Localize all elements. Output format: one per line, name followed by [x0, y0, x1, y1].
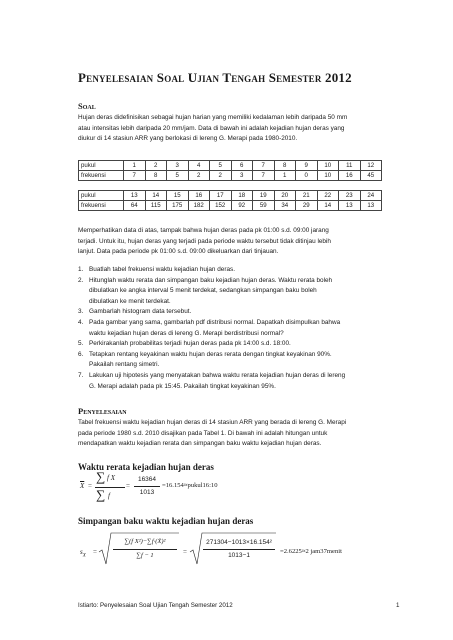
- table-cell: 6: [231, 161, 253, 171]
- stdev-subscript: X: [82, 553, 86, 559]
- list-number: 6.: [78, 350, 84, 358]
- list-item: [78, 276, 383, 308]
- table-cell: 182: [188, 201, 210, 211]
- stdev-denominator-expr: ∑f − 1: [136, 552, 154, 559]
- observation-line: Memperhatikan data di atas, tampak bahwa hujan deras pada pk 01:00 s.d. 09:00 jarang: [78, 227, 329, 234]
- list-number: 3.: [78, 308, 84, 316]
- equals-sign: =: [183, 548, 187, 556]
- fraction-bar: [203, 549, 275, 550]
- frequency-table-1: [78, 160, 382, 181]
- list-item: [78, 371, 383, 392]
- mean-denominator-value: 1013: [139, 489, 155, 496]
- list-number: 1.: [78, 266, 84, 273]
- stdev-numerator-expr: ∑(f X²)−∑f·(X̄)²: [124, 538, 166, 545]
- list-number: 7.: [78, 371, 84, 379]
- stdev-numerator-value: 271304−1013×16.154²: [206, 539, 272, 546]
- table-cell: 19: [253, 191, 275, 201]
- list-item: [78, 265, 383, 276]
- mean-symbol: $\overline{X}$: [80, 482, 85, 490]
- table-cell: 152: [210, 201, 232, 211]
- stdev-heading: Simpangan baku waktu kejadian hujan deras: [78, 516, 254, 526]
- table-cell: 10: [317, 171, 339, 181]
- intro-line: diukur di 14 stasiun ARR yang berlokasi di lereng G. Merapi pada 1980-2010.: [78, 135, 298, 143]
- table-cell: 13: [360, 201, 382, 211]
- observation-paragraph: [78, 226, 383, 258]
- table-cell: 1: [124, 161, 146, 171]
- list-text: Perkirakanlah probabilitas terjadi hujan deras pada pk 14:00 s.d. 18:00.: [89, 340, 291, 348]
- observation-line: lanjut. Data pada periode pk 01:00 s.d. 09:00 dikeluarkan dari tinjauan.: [78, 248, 279, 256]
- mean-heading: Waktu rerata kejadian hujan deras: [78, 462, 214, 472]
- page-number: 1: [396, 602, 400, 609]
- table-cell: 29: [296, 201, 318, 211]
- observation-line: terjadi. Untuk itu, hujan deras yang terjadi pada periode waktu tersebut tidak ditinjau lebih: [78, 237, 331, 245]
- table-cell: 8: [145, 171, 167, 181]
- row-label: pukul: [79, 191, 124, 201]
- list-number: 5.: [78, 340, 84, 348]
- list-text: Buatlah tabel frekuensi waktu kejadian hujan deras.: [89, 266, 236, 273]
- equals-sign: =: [88, 482, 92, 490]
- mean-denominator-expr: f: [108, 492, 110, 500]
- table-row: [79, 171, 382, 181]
- stdev-symbol: [80, 548, 86, 558]
- table-cell: 7: [253, 171, 275, 181]
- table-cell: 18: [231, 191, 253, 201]
- table-row: [79, 161, 382, 171]
- table-cell: 59: [253, 201, 275, 211]
- table-cell: 3: [167, 161, 189, 171]
- table-cell: 7: [253, 161, 275, 171]
- table-cell: 13: [339, 201, 361, 211]
- table-cell: 16: [339, 171, 361, 181]
- list-item: [78, 350, 383, 371]
- table-cell: 3: [231, 171, 253, 181]
- table-cell: 20: [274, 191, 296, 201]
- intro-paragraph: [78, 113, 378, 145]
- frequency-table-2: [78, 190, 382, 211]
- table-cell: 34: [274, 201, 296, 211]
- table-row: [79, 201, 382, 211]
- solution-line: pada periode 1980 s.d. 2010 disajikan pada Tabel 1. Di bawah ini adalah hitungan untuk: [78, 429, 328, 437]
- row-label: pukul: [79, 161, 124, 171]
- fraction-bar: [134, 486, 160, 487]
- list-number: 4.: [78, 318, 84, 326]
- mean-numerator-expr: f X: [107, 474, 115, 482]
- table-cell: 2: [145, 161, 167, 171]
- table-cell: 4: [188, 161, 210, 171]
- stdev-result: =2.6225≈2 jam37menit: [280, 548, 342, 555]
- stdev-denominator-value: 1013−1: [228, 552, 250, 559]
- solution-line: Tabel frekuensi waktu kejadian hujan deras di 14 stasiun ARR yang berada di lereng G. Merapi: [78, 419, 347, 426]
- list-item: [78, 307, 383, 318]
- solution-paragraph: [78, 418, 388, 450]
- list-text: Tetapkan rentang keyakinan waktu hujan deras rerata dengan tingkat keyakinan 90%.: [89, 350, 332, 358]
- table-cell: 2: [188, 171, 210, 181]
- section-heading-penyelesaian: Penyelesaian: [78, 406, 127, 416]
- list-text: Hitunglah waktu rerata dan simpangan baku kejadian hujan deras. Waktu rerata boleh: [89, 276, 333, 284]
- table-cell: 13: [124, 191, 146, 201]
- section-heading-soal: Soal: [78, 101, 96, 111]
- table-cell: 17: [210, 191, 232, 201]
- table-cell: 23: [339, 191, 361, 201]
- table-cell: 22: [317, 191, 339, 201]
- sum-symbol: ∑: [96, 487, 106, 502]
- table-cell: 64: [124, 201, 146, 211]
- fraction-bar: [113, 549, 177, 550]
- table-cell: 2: [210, 171, 232, 181]
- table-cell: 24: [360, 191, 382, 201]
- list-item: [78, 318, 383, 339]
- table-cell: 115: [145, 201, 167, 211]
- table-cell: 1: [274, 171, 296, 181]
- list-text: Lakukan uji hipotesis yang menyatakan bahwa waktu rerata kejadian hujan deras di lereng: [89, 371, 346, 379]
- table-cell: 14: [145, 191, 167, 201]
- footer-text: Istiarto: Penyelesaian Soal Ujian Tengah Semester 2012: [78, 602, 233, 609]
- table-cell: 10: [317, 161, 339, 171]
- sum-symbol: ∑: [96, 469, 106, 484]
- list-text: dibulatkan ke menit terdekat.: [89, 297, 171, 305]
- table-cell: 45: [360, 171, 382, 181]
- table-cell: 16: [188, 191, 210, 201]
- table-cell: 0: [296, 171, 318, 181]
- list-text: Gambarlah histogram data tersebut.: [89, 308, 192, 316]
- table-cell: 21: [296, 191, 318, 201]
- stdev-symbol-letter: s: [80, 548, 83, 556]
- list-number: 2.: [78, 276, 84, 284]
- equals-sign: =: [93, 548, 97, 556]
- intro-line: Hujan deras didefinisikan sebagai hujan harian yang memiliki kedalaman lebih daripada 50 mm: [78, 114, 348, 121]
- list-text: G. Merapi adalah pada pk 15:45. Pakailah tingkat keyakinan 95%.: [89, 382, 276, 390]
- table-cell: 15: [167, 191, 189, 201]
- table-cell: 14: [317, 201, 339, 211]
- table-cell: 175: [167, 201, 189, 211]
- table-cell: 7: [124, 171, 146, 181]
- list-item: [78, 339, 383, 350]
- table-cell: 8: [274, 161, 296, 171]
- intro-line: atau intensitas lebih daripada 20 mm/jam. Data di bawah ini adalah kejadian hujan deras yang: [78, 124, 345, 132]
- table-cell: 9: [296, 161, 318, 171]
- table-cell: 5: [167, 171, 189, 181]
- list-text: Pakailah rentang simetri.: [89, 361, 160, 369]
- row-label: frekuensi: [79, 201, 124, 211]
- table-cell: 11: [339, 161, 361, 171]
- table-row: [79, 191, 382, 201]
- list-text: Pada gambar yang sama, gambarlah pdf distribusi normal. Dapatkah disimpulkan bahwa: [89, 318, 341, 326]
- list-text: dibulatkan ke angka interval 5 menit terdekat, sedangkan simpangan baku boleh: [89, 287, 317, 295]
- mean-numerator-value: 16364: [137, 476, 157, 483]
- table-cell: 92: [231, 201, 253, 211]
- table-cell: 5: [210, 161, 232, 171]
- equals-sign: =: [126, 482, 130, 490]
- table-cell: 12: [360, 161, 382, 171]
- mean-result: =16.154≈pukul16:10: [162, 482, 218, 489]
- solution-line: mendapatkan waktu kejadian rerata dan simpangan baku waktu kejadian hujan deras.: [78, 440, 322, 448]
- list-text: waktu kejadian hujan deras di lereng G. Merapi berdistribusi normal?: [89, 329, 284, 337]
- row-label: frekuensi: [79, 171, 124, 181]
- document-title: Penyelesaian Soal Ujian Tengah Semester 2012: [78, 70, 352, 85]
- task-list: [78, 265, 383, 392]
